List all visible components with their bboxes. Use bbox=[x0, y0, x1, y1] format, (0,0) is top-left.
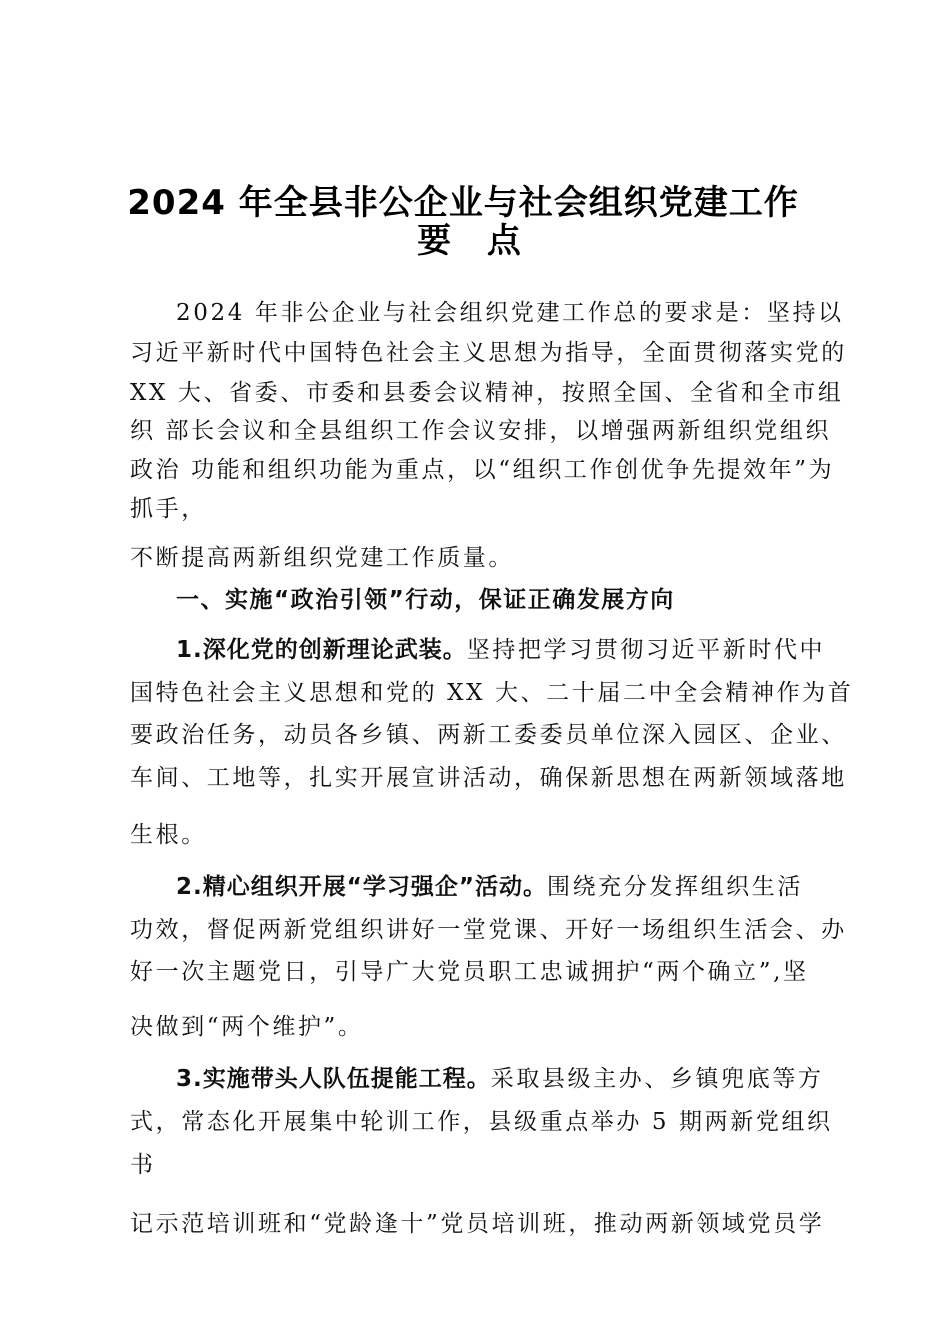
intro-line: XX 大、省委、市委和县委会议精神，按照全国、全省和全市组 bbox=[130, 380, 844, 406]
item2-text: 围绕充分发挥组织生活 bbox=[546, 874, 803, 900]
item2-bold-lead: 2.精心组织开展“学习强企”活动。 bbox=[176, 874, 547, 900]
item3-bold-lead: 3.实施带头人队伍提能工程。 bbox=[176, 1066, 491, 1092]
item3-text: 采取县级主办、乡镇兜底等方 bbox=[490, 1066, 824, 1092]
item3-line: 书 bbox=[130, 1152, 156, 1178]
item1-line-first bbox=[176, 635, 825, 665]
section-heading: 一、实施“政治引领”行动，保证正确发展方向 bbox=[176, 587, 675, 613]
intro-line: 织 部长会议和全县组织工作会议安排，以增强两新组织党组织 bbox=[130, 418, 832, 444]
item1-line: 车间、工地等，扎实开展宣讲活动，确保新思想在两新领域落地 bbox=[130, 765, 847, 791]
item3-line: 记示范培训班和“党龄逢十”党员培训班，推动两新领域党员学 bbox=[130, 1211, 825, 1237]
document-title-line2: 要 点 bbox=[417, 221, 533, 261]
item3-line: 式，常态化开展集中轮训工作，县级重点举办 5 期两新党组织 bbox=[130, 1109, 833, 1135]
item1-line: 国特色社会主义思想和党的 XX 大、二十届二中全会精神作为首 bbox=[130, 680, 854, 706]
item2-line-first bbox=[176, 872, 803, 902]
intro-line: 2024 年非公企业与社会组织党建工作总的要求是：坚持以 bbox=[176, 300, 844, 326]
intro-line: 习近平新时代中国特色社会主义思想为指导，全面贯彻落实党的 bbox=[130, 340, 847, 366]
item2-line: 决做到“两个维护”。 bbox=[130, 1014, 364, 1040]
item1-text: 坚持把学习贯彻习近平新时代中 bbox=[466, 637, 826, 663]
document-title-line1: 2024 年全县非公企业与社会组织党建工作 bbox=[127, 183, 799, 223]
item1-bold-lead: 1.深化党的创新理论武装。 bbox=[176, 637, 467, 663]
item1-line: 生根。 bbox=[130, 822, 207, 848]
intro-line: 不断提高两新组织党建工作质量。 bbox=[130, 545, 514, 571]
item2-line: 好一次主题党日，引导广大党员职工忠诚拥护“两个确立”,坚 bbox=[130, 959, 809, 985]
item3-line-first bbox=[176, 1064, 824, 1094]
item1-line: 要政治任务，动员各乡镇、两新工委委员单位深入园区、企业、 bbox=[130, 722, 847, 748]
intro-line: 政治 功能和组织功能为重点，以“组织工作创优争先提效年”为 bbox=[130, 457, 835, 483]
intro-line: 抓手， bbox=[130, 496, 207, 522]
item2-line: 功效，督促两新党组织讲好一堂党课、开好一场组织生活会、办 bbox=[130, 917, 847, 943]
